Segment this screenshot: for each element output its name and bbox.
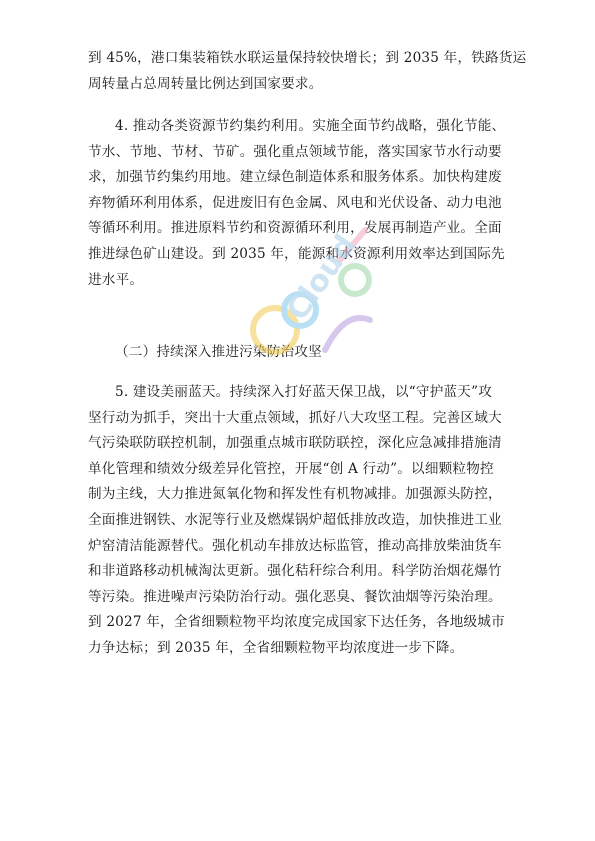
paragraph-blue-sky — [88, 380, 508, 662]
text-line: 制为主线，大力推进氮氧化物和挥发性有机物减排。加强源头防控， — [88, 486, 502, 503]
watermark-text: Cloud — [279, 228, 364, 328]
text-line: 单化管理和绩效分级差异化管控，开展“创 A 行动”。以细颗粒物控 — [88, 460, 494, 477]
text-line: 力争达标；到 2035 年，全省细颗粒物平均浓度进一步下降。 — [88, 639, 464, 656]
text-line: 周转量占总周转量比例达到国家要求。 — [88, 75, 323, 92]
text-line: 5. 建设美丽蓝天。持续深入打好蓝天保卫战，以“守护蓝天”攻 — [115, 384, 493, 400]
text-line: 节水、节地、节材、节矿。强化重点领域节能，落实国家节水行动要 — [88, 143, 502, 160]
text-line: 到 2027 年，全省细颗粒物平均浓度完成国家下达任务，各地级城市 — [88, 614, 505, 631]
text-line: 等循环利用。推进原料节约和资源循环利用，发展再制造产业。全面 — [88, 220, 502, 237]
heading-text: （二）持续深入推进污染防治攻坚 — [115, 344, 322, 360]
text-line: 全面推进钢铁、水泥等行业及燃煤锅炉超低排放改造，加快推进工业 — [88, 511, 502, 528]
text-line: 等污染。推进噪声污染防治行动。强化恶臭、餐饮油烟等污染治理。 — [88, 588, 502, 605]
text-line: 推进绿色矿山建设。到 2035 年，能源和水资源利用效率达到国际先 — [88, 245, 505, 262]
text-line: 气污染联防联控机制，加强重点城市联防联控，深化应急减排措施清 — [88, 435, 502, 452]
text-line: 4. 推动各类资源节约集约利用。实施全面节约战略，强化节能、 — [115, 118, 506, 134]
paragraph-rail-freight — [88, 46, 527, 97]
text-line: 弃物循环利用体系，促进废旧有色金属、风电和光伏设备、动力电池 — [88, 194, 502, 211]
text-line: 炉窑清洁能源替代。强化机动车排放达标监管，推动高排放柴油货车 — [88, 537, 502, 554]
text-line: 进水平。 — [88, 271, 144, 288]
cloud-logo-icon — [230, 200, 400, 390]
text-line: 到 45%，港口集装箱铁水联运量保持较快增长；到 2035 年，铁路货运 — [88, 50, 527, 66]
text-line: 和非道路移动机械淘汰更新。强化秸秆综合利用。科学防治烟花爆竹 — [88, 563, 502, 580]
text-line: 坚行动为抓手，突出十大重点领域，抓好八大攻坚工程。完善区域大 — [88, 409, 502, 426]
text-line: 求，加强节约集约用地。建立绿色制造体系和服务体系。加快构建废 — [88, 169, 502, 186]
